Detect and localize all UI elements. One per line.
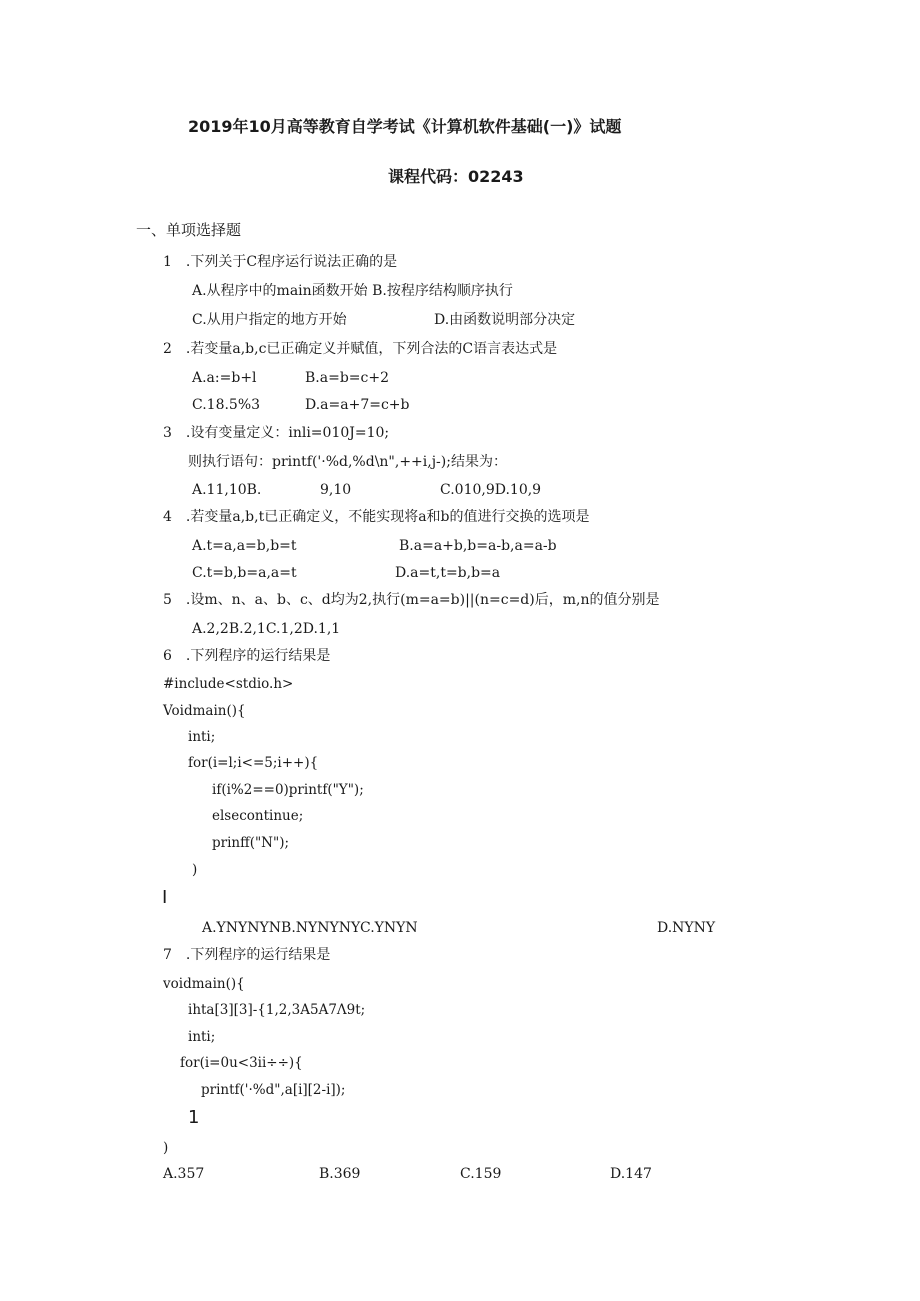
question-1-option-c: C.从用户指定的地方开始: [192, 312, 347, 328]
question-7-code-line: for(i=0u<3ii÷÷){: [180, 1055, 303, 1071]
question-7-code-line: ): [163, 1140, 169, 1156]
question-6-code-line: #include<stdio.h>: [163, 676, 294, 692]
question-7-option-c: C.159: [460, 1166, 502, 1182]
question-6-code-line: I: [162, 887, 168, 908]
question-3-stem: 3 .设有变量定义：inli=010J=10;: [163, 425, 390, 441]
question-7-code-line: voidmain(){: [163, 976, 245, 992]
question-5-options: A.2,2B.2,1C.1,2D.1,1: [192, 621, 341, 637]
question-6-code-line: ): [192, 862, 198, 878]
question-4-stem: 4 .若变量a,b,t已正确定义，不能实现将a和b的值进行交换的选项是: [163, 509, 590, 525]
question-7-stem: 7 .下列程序的运行结果是: [163, 947, 331, 963]
section-heading: 一、单项选择题: [136, 221, 242, 239]
question-7-code-line: 1: [188, 1107, 200, 1128]
question-1-option-d: D.由函数说明部分决定: [434, 312, 576, 328]
question-3-option-cd: C.010,9D.10,9: [440, 482, 542, 498]
question-6-code-line: prinff("N");: [212, 835, 290, 851]
question-6-code-line: Voidmain(){: [163, 703, 246, 719]
question-3-stem-2: 则执行语句：printf('·%d,%d\n",++i,j-);结果为：: [188, 454, 507, 470]
question-2-stem: 2 .若变量a,b,c已正确定义并赋值，下列合法的C语言表达式是: [163, 341, 558, 357]
question-7-code-line: ihta[3][3]-{1,2,3A5A7Λ9t;: [188, 1002, 366, 1018]
question-5-stem: 5 .设m、n、a、b、c、d均为2,执行(m=a=b)||(n=c=d)后，m,n的值分别是: [163, 592, 660, 608]
question-4-option-c: C.t=b,b=a,a=t: [192, 565, 297, 581]
question-2-option-c: C.18.5%3: [192, 397, 261, 413]
question-2-option-a: A.a:=b+l: [192, 370, 257, 386]
question-6-code-line: inti;: [188, 729, 216, 745]
question-2-option-d: D.a=a+7=c+b: [305, 397, 410, 413]
page-title: 2019年10月高等教育自学考试《计算机软件基础(一)》试题: [188, 117, 622, 136]
question-7-option-a: A.357: [163, 1166, 205, 1182]
question-7-code-line: printf('·%d",a[i][2-i]);: [201, 1082, 346, 1098]
question-6-stem: 6 .下列程序的运行结果是: [163, 648, 331, 664]
course-code: 课程代码：02243: [388, 167, 524, 186]
question-4-option-d: D.a=t,t=b,b=a: [395, 565, 501, 581]
question-4-option-b: B.a=a+b,b=a-b,a=a-b: [399, 538, 557, 554]
question-6-option-d: D.NYNY: [657, 920, 716, 936]
question-6-code-line: for(i=l;i<=5;i++){: [188, 755, 319, 771]
question-4-option-a: A.t=a,a=b,b=t: [192, 538, 297, 554]
question-1-option-ab: A.从程序中的main函数开始 B.按程序结构顺序执行: [192, 283, 513, 299]
question-1-stem: 1 .下列关于C程序运行说法正确的是: [163, 254, 398, 270]
question-6-options-abc: A.YNYNYNB.NYNYNYC.YNYN: [202, 920, 418, 936]
question-7-option-b: B.369: [319, 1166, 361, 1182]
question-3-option-a: A.11,10B.: [192, 482, 262, 498]
question-7-option-d: D.147: [610, 1166, 652, 1182]
question-7-code-line: inti;: [188, 1029, 216, 1045]
question-2-option-b: B.a=b=c+2: [305, 370, 389, 386]
question-3-option-b: 9,10: [320, 482, 352, 498]
question-6-code-line: elsecontinue;: [212, 808, 304, 824]
question-6-code-line: if(i%2==0)printf("Y");: [212, 782, 364, 798]
